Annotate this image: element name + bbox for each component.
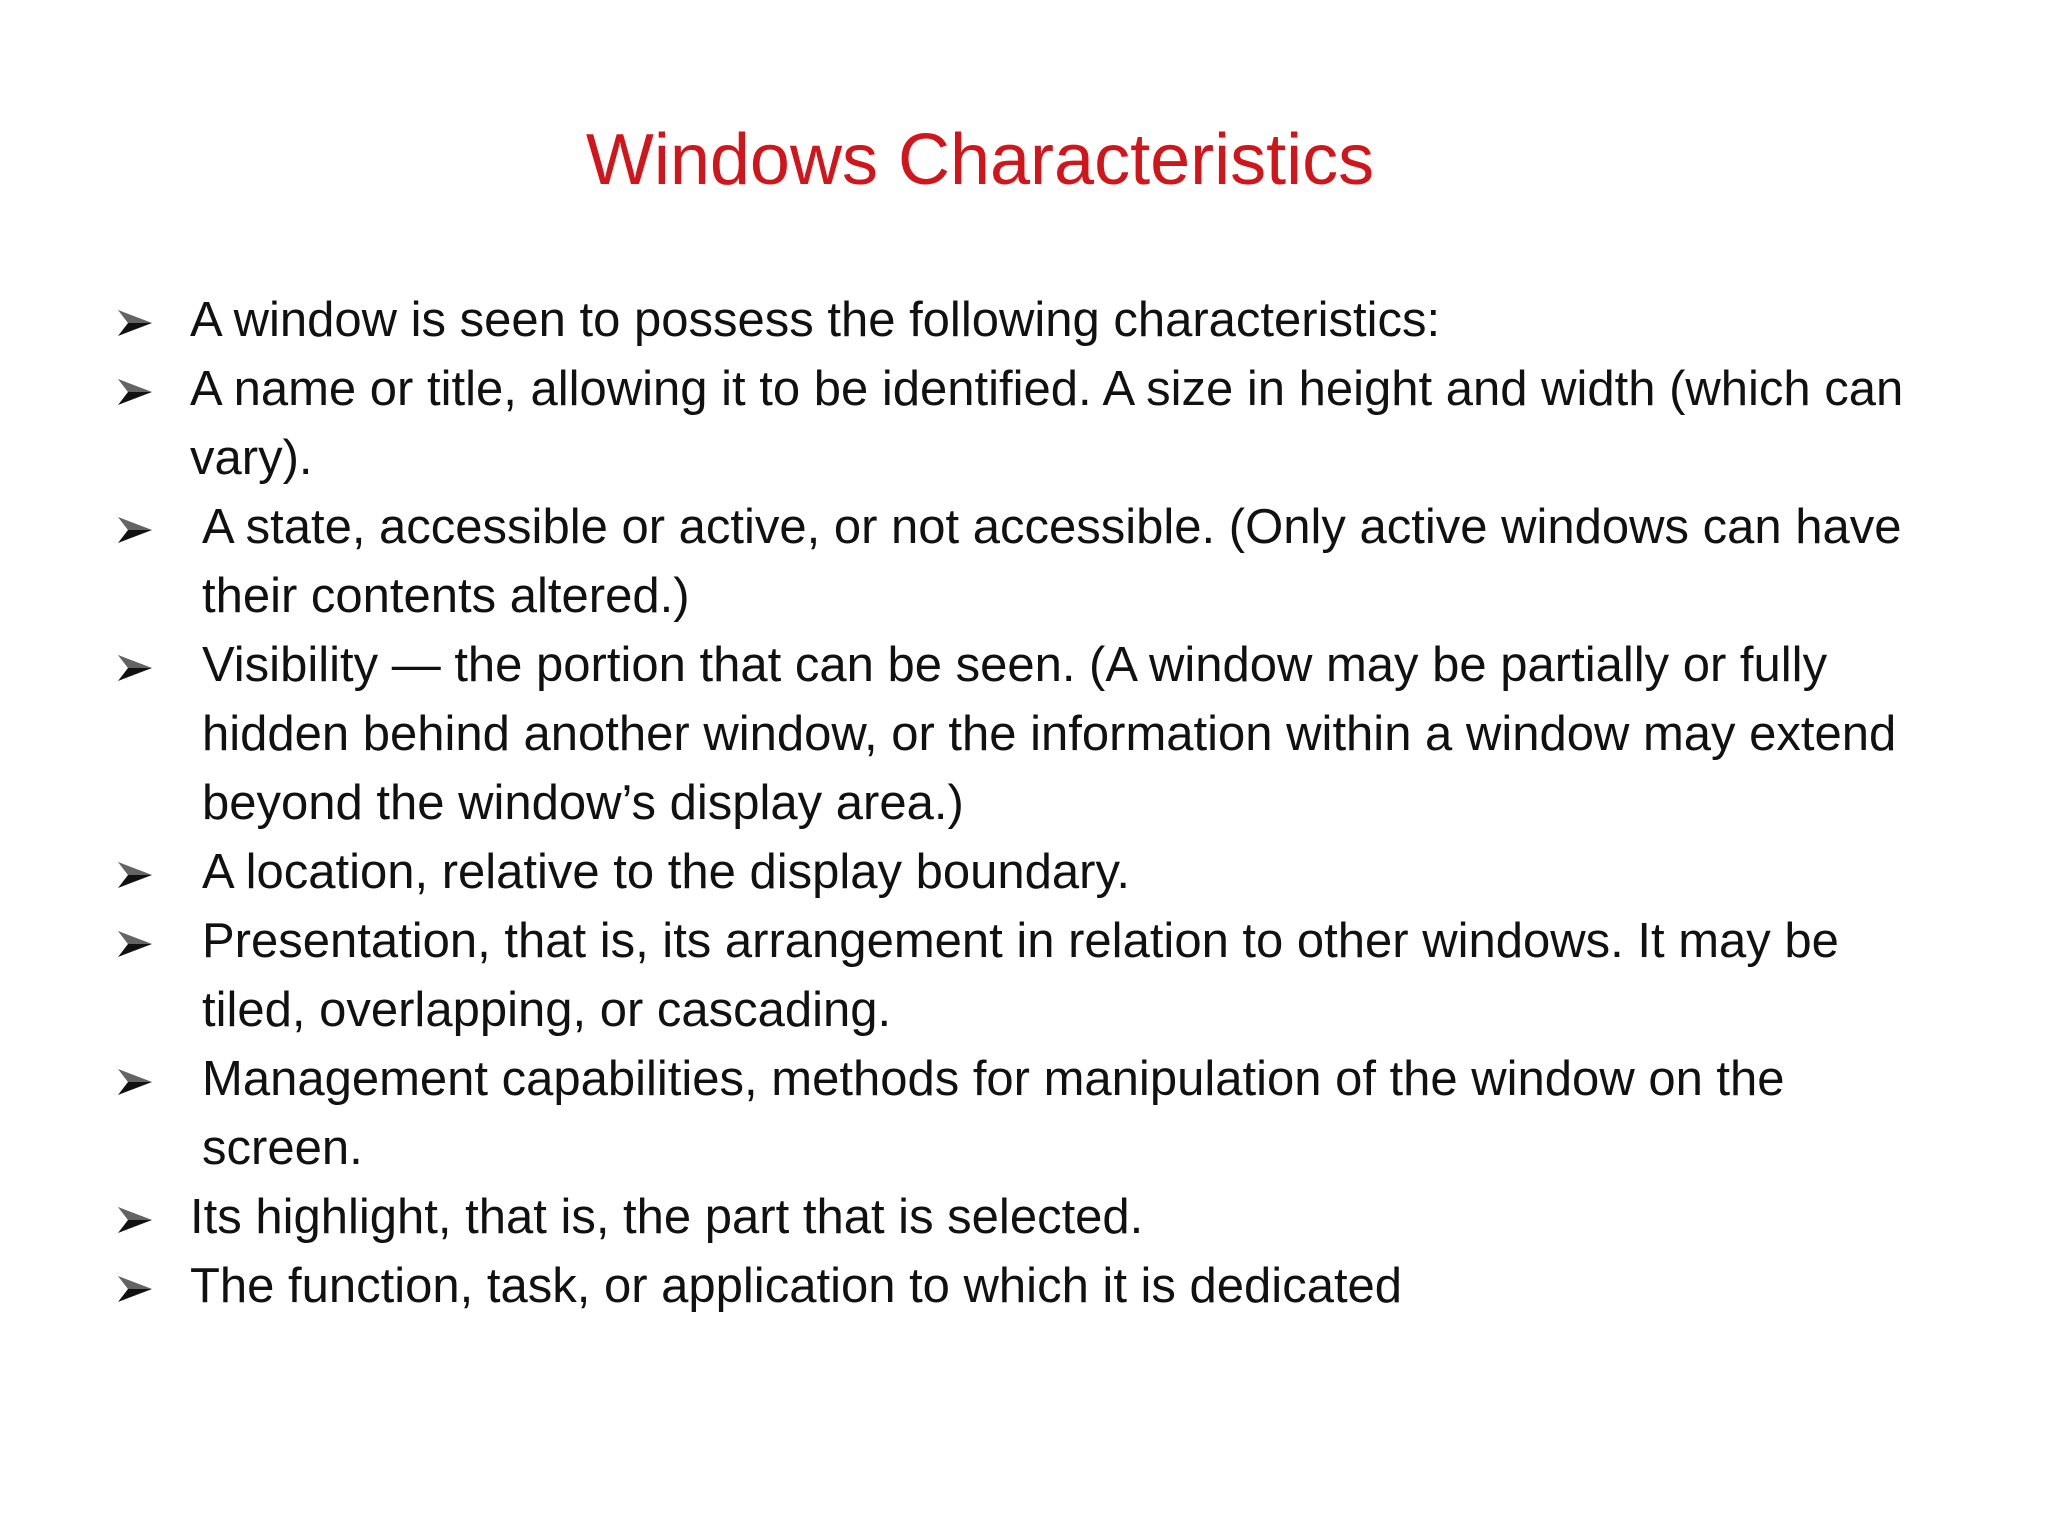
- bullet-text: A location, relative to the display boundary.: [202, 845, 1130, 899]
- arrowhead-bullet-icon: [116, 515, 154, 545]
- arrowhead-bullet-icon: [116, 308, 154, 338]
- list-item: [112, 838, 1932, 907]
- list-item: [112, 493, 1932, 631]
- list-item: [112, 907, 1932, 1045]
- bullet-list: [112, 286, 1932, 1321]
- list-item: [112, 631, 1932, 838]
- list-item: [112, 355, 1932, 493]
- list-item: [112, 1045, 1932, 1183]
- bullet-text: Presentation, that is, its arrangement in relation to other windows. It may be tiled, overlapping, or cascading.: [202, 914, 1839, 1037]
- arrowhead-bullet-icon: [116, 653, 154, 683]
- slide-title: Windows Characteristics: [585, 120, 1375, 200]
- bullet-text: Its highlight, that is, the part that is selected.: [190, 1190, 1144, 1244]
- arrowhead-bullet-icon: [116, 1205, 154, 1235]
- bullet-text: The function, task, or application to which it is dedicated: [190, 1259, 1403, 1313]
- list-item: [112, 1183, 1932, 1252]
- list-item: [112, 1252, 1932, 1321]
- bullet-text: A state, accessible or active, or not accessible. (Only active windows can have their contents altered.): [202, 500, 1902, 623]
- bullet-text: Management capabilities, methods for manipulation of the window on the screen.: [202, 1052, 1785, 1175]
- bullet-text: A name or title, allowing it to be identified. A size in height and width (which can vary).: [190, 362, 1904, 485]
- arrowhead-bullet-icon: [116, 1274, 154, 1304]
- arrowhead-bullet-icon: [116, 929, 154, 959]
- bullet-text: A window is seen to possess the following characteristics:: [190, 293, 1441, 347]
- bullet-text: Visibility — the portion that can be seen. (A window may be partially or fully hidden behind another window, or the information within a window may extend beyond the window’s display area.): [202, 638, 1897, 830]
- arrowhead-bullet-icon: [116, 1067, 154, 1097]
- arrowhead-bullet-icon: [116, 377, 154, 407]
- arrowhead-bullet-icon: [116, 860, 154, 890]
- list-item: [112, 286, 1932, 355]
